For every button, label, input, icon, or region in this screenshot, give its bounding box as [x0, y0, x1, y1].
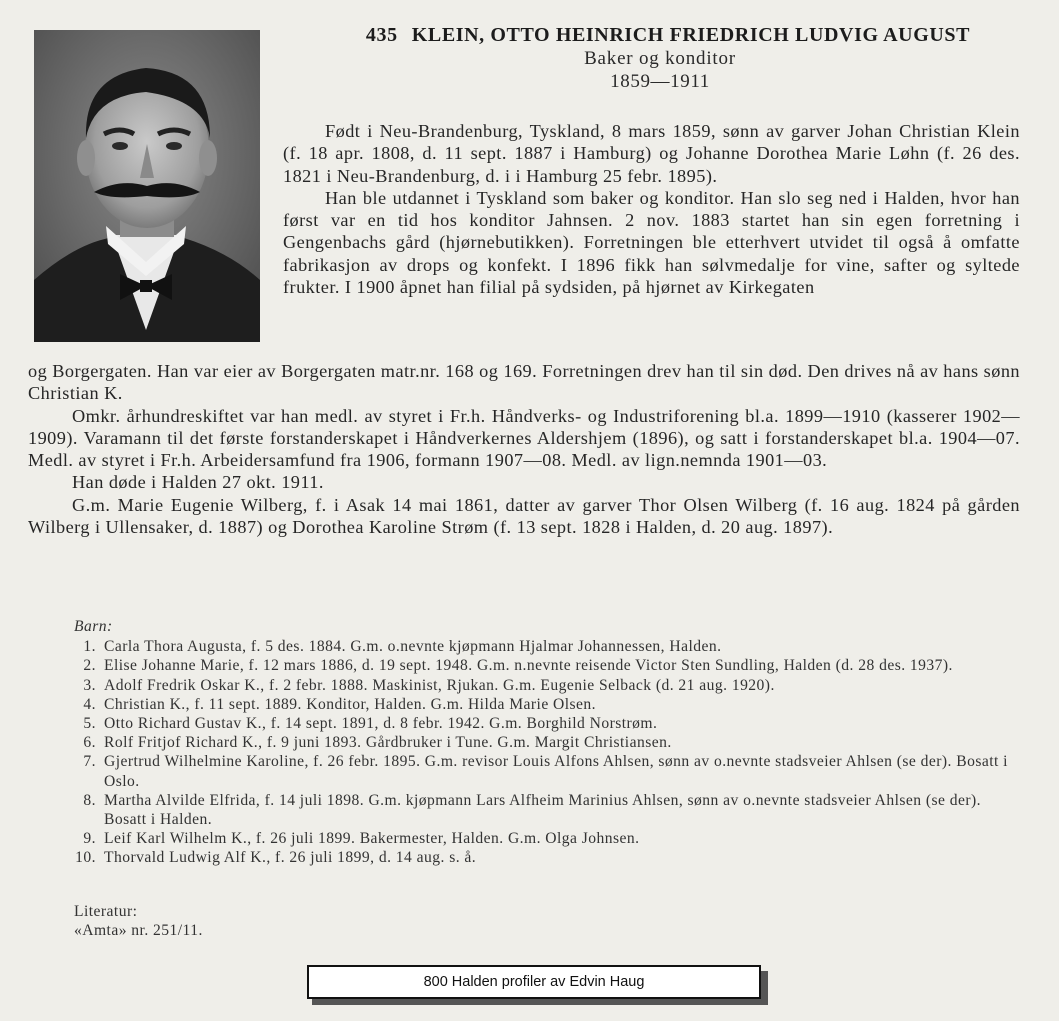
- literature-heading: Literatur:: [74, 903, 138, 920]
- list-item: [74, 656, 1020, 675]
- list-item: [74, 752, 1020, 790]
- bio-paragraph: og Borgergaten. Han var eier av Borgergaten matr.nr. 168 og 169. Forretningen drev han til sin død. Den drives nå av hans sønn Christian K.: [28, 361, 1020, 404]
- entry-number: 435: [365, 24, 398, 46]
- child-number: 8.: [83, 791, 96, 809]
- child-number: 10.: [75, 849, 96, 867]
- child-number: 4.: [83, 695, 96, 713]
- bio-paragraph: Omkr. århundreskiftet var han medl. av styret i Fr.h. Håndverks- og Industriforening bl.a. 1899—1910 (kasserer 1902—1909). Varamann til det første forstanderskapet i Håndverkernes Aldershjem (1896), og satt i forstanderskapet bl.a. 1904—07. Medl. av styret i Fr.h. Arbeidersamfund fra 1906, formann 1907—08. Medl. av lign.nemnda 1901—03.: [28, 405, 1020, 471]
- entry-name: KLEIN, OTTO HEINRICH FRIEDRICH LUDVIG AUGUST: [411, 24, 971, 46]
- child-text: Christian K., f. 11 sept. 1889. Konditor, Halden. G.m. Hilda Marie Olsen.: [104, 695, 597, 713]
- list-item: [74, 695, 1020, 714]
- child-number: 6.: [83, 734, 96, 752]
- child-number: 5.: [83, 715, 96, 733]
- child-text: Otto Richard Gustav K., f. 14 sept. 1891, d. 8 febr. 1942. G.m. Borghild Norstrøm.: [104, 715, 658, 733]
- child-number: 1.: [83, 638, 96, 656]
- bio-paragraph: Han døde i Halden 27 okt. 1911.: [72, 472, 324, 493]
- child-text: Rolf Fritjof Richard K., f. 9 juni 1893. Gårdbruker i Tune. G.m. Margit Christiansen.: [104, 734, 672, 752]
- child-number: 3.: [83, 676, 96, 694]
- literature-section: [74, 902, 203, 940]
- list-item: [74, 733, 1020, 752]
- caption-box: [307, 965, 761, 999]
- child-text: Elise Johanne Marie, f. 12 mars 1886, d. 19 sept. 1948. G.m. n.nevnte reisende Victor Sten Sundling, Halden (d. 28 des. 1937).: [104, 657, 953, 675]
- bio-paragraph: G.m. Marie Eugenie Wilberg, f. i Asak 14 mai 1861, datter av garver Thor Olsen Wilberg (f. 16 aug. 1824 på gården Wilberg i Ullensaker, d. 1887) og Dorothea Karoline Strøm (f. 13 sept. 1828 i Halden, d. 20 aug. 1897).: [28, 494, 1020, 538]
- biography-wide: [28, 360, 1020, 538]
- list-item: [74, 848, 1020, 867]
- list-item: [74, 714, 1020, 733]
- children-heading: Barn:: [74, 618, 113, 635]
- child-text: Martha Alvilde Elfrida, f. 14 juli 1898. G.m. kjøpmann Lars Alfheim Marinius Ahlsen, sønn av o.nevnte stadsveier Ahlsen (se der). Bosatt i Halden.: [104, 791, 982, 829]
- portrait-photo: [34, 30, 260, 342]
- list-item: [74, 791, 1020, 829]
- caption-text: 800 Halden profiler av Edvin Haug: [423, 974, 645, 990]
- entry-title: [306, 24, 1030, 47]
- bio-paragraph: Født i Neu-Brandenburg, Tyskland, 8 mars 1859, sønn av garver Johan Christian Klein (f. 18 apr. 1808, d. 11 sept. 1887 i Hamburg) og Johanne Dorothea Marie Løhn (f. 26 des. 1821 i Neu-Brandenburg, d. i i Hamburg 25 febr. 1895).: [283, 121, 1020, 186]
- list-item: [74, 637, 1020, 656]
- portrait-image: [34, 30, 260, 342]
- child-text: Adolf Fredrik Oskar K., f. 2 febr. 1888. Maskinist, Rjukan. G.m. Eugenie Selback (d. 21 aug. 1920).: [104, 676, 775, 694]
- child-text: Gjertrud Wilhelmine Karoline, f. 26 febr. 1895. G.m. revisor Louis Alfons Ahlsen, sønn av o.nevnte stadsveier Ahlsen (se der). Bosatt i Oslo.: [104, 753, 1008, 790]
- children-list: [74, 617, 1020, 868]
- child-number: 9.: [83, 830, 96, 848]
- entry-years: 1859—1911: [610, 71, 710, 92]
- list-item: [74, 676, 1020, 695]
- child-number: 7.: [83, 753, 96, 771]
- bio-paragraph: Han ble utdannet i Tyskland som baker og konditor. Han slo seg ned i Halden, hvor han først var en tid hos konditor Jahnsen. 2 nov. 1883 startet han sin egen forretning i Gengenbachs gård (hjørnebutikken). Forretningen ble etterhvert utvidet til også å omfatte fabrikasjon av drops og konfekt. I 1896 fikk han sølvmedalje for vine, safter og syltede frukter. I 1900 åpnet han filial på sydsiden, på hjørnet av Kirkegaten: [283, 187, 1020, 298]
- biography-narrow: [283, 120, 1020, 298]
- entry-occupation: Baker og konditor: [584, 48, 736, 69]
- literature-source: «Amta» nr. 251/11.: [74, 922, 203, 939]
- list-item: [74, 829, 1020, 848]
- child-text: Carla Thora Augusta, f. 5 des. 1884. G.m. o.nevnte kjøpmann Hjalmar Johannessen, Halden.: [104, 638, 722, 656]
- child-number: 2.: [83, 657, 96, 675]
- child-text: Thorvald Ludwig Alf K., f. 26 juli 1899, d. 14 aug. s. å.: [104, 849, 477, 867]
- entry-header: [290, 24, 1030, 93]
- child-text: Leif Karl Wilhelm K., f. 26 juli 1899. Bakermester, Halden. G.m. Olga Johnsen.: [104, 830, 640, 848]
